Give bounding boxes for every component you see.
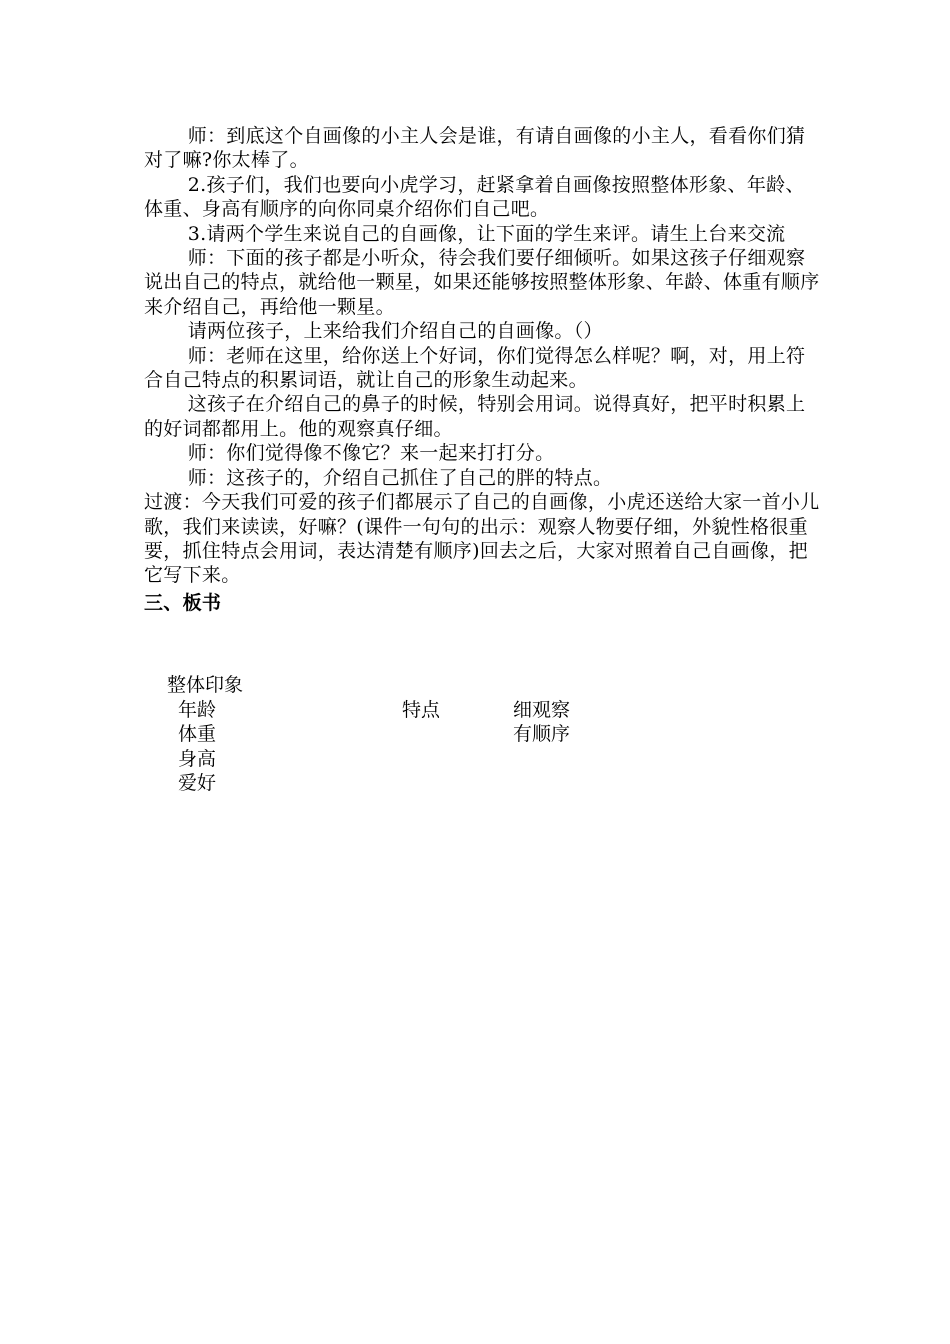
board-item-age: 年龄 <box>178 699 217 721</box>
paragraph: 师：你们觉得像不像它？来一起来打打分。 <box>187 442 555 465</box>
paragraph: 师：老师在这里，给你送上个好词，你们觉得怎么样呢？啊，对，用上符合自己特点的积累词语，就让自己的形象生动起来。 <box>144 344 806 392</box>
board-observe: 细观察 <box>513 699 571 721</box>
board-item-weight: 体重 <box>178 723 217 745</box>
board-order: 有顺序 <box>513 723 571 745</box>
board-overall: 整体印象 <box>167 674 244 696</box>
paragraph: 师：到底这个自画像的小主人会是谁，有请自画像的小主人，看看你们猜对了嘛?你太棒了。 <box>144 125 806 172</box>
paragraph: 师：这孩子的，介绍自己抓住了自己的胖的特点。 <box>187 466 613 489</box>
board-feature: 特点 <box>402 699 441 721</box>
paragraph: 这孩子在介绍自己的鼻子的时候，特别会用词。说得真好，把平时积累上的好词都都用上。他的观察真仔细。 <box>144 393 806 440</box>
paragraph: 2.孩子们，我们也要向小虎学习，赶紧拿着自画像按照整体形象、年龄、体重、身高有顺序的向你同桌介绍你们自己吧。 <box>144 173 805 221</box>
transition-paragraph: 过渡：今天我们可爱的孩子们都展示了自己的自画像，小虎还送给大家一首小儿歌，我们来读读，好嘛？(课件一句句的出示：观察人物要仔细，外貌性格很重要，抓住特点会用词，表达清楚有顺序)回去之后，大家对照着自己自画像，把它写下来。 <box>144 491 820 587</box>
paragraph: 3.请两个学生来说自己的自画像，让下面的学生来评。请生上台来交流 <box>187 222 786 245</box>
board-item-hobby: 爱好 <box>178 772 217 794</box>
board-item-height: 身高 <box>178 748 217 770</box>
section-heading: 三、板书 <box>144 591 222 614</box>
paragraph: 师：下面的孩子都是小听众，待会我们要仔细倾听。如果这孩子仔细观察说出自己的特点，就给他一颗星，如果还能够按照整体形象、年龄、体重有顺序来介绍自己，再给他一颗星。 <box>144 247 820 318</box>
paragraph: 请两位孩子，上来给我们介绍自己的自画像。（） <box>187 320 603 343</box>
